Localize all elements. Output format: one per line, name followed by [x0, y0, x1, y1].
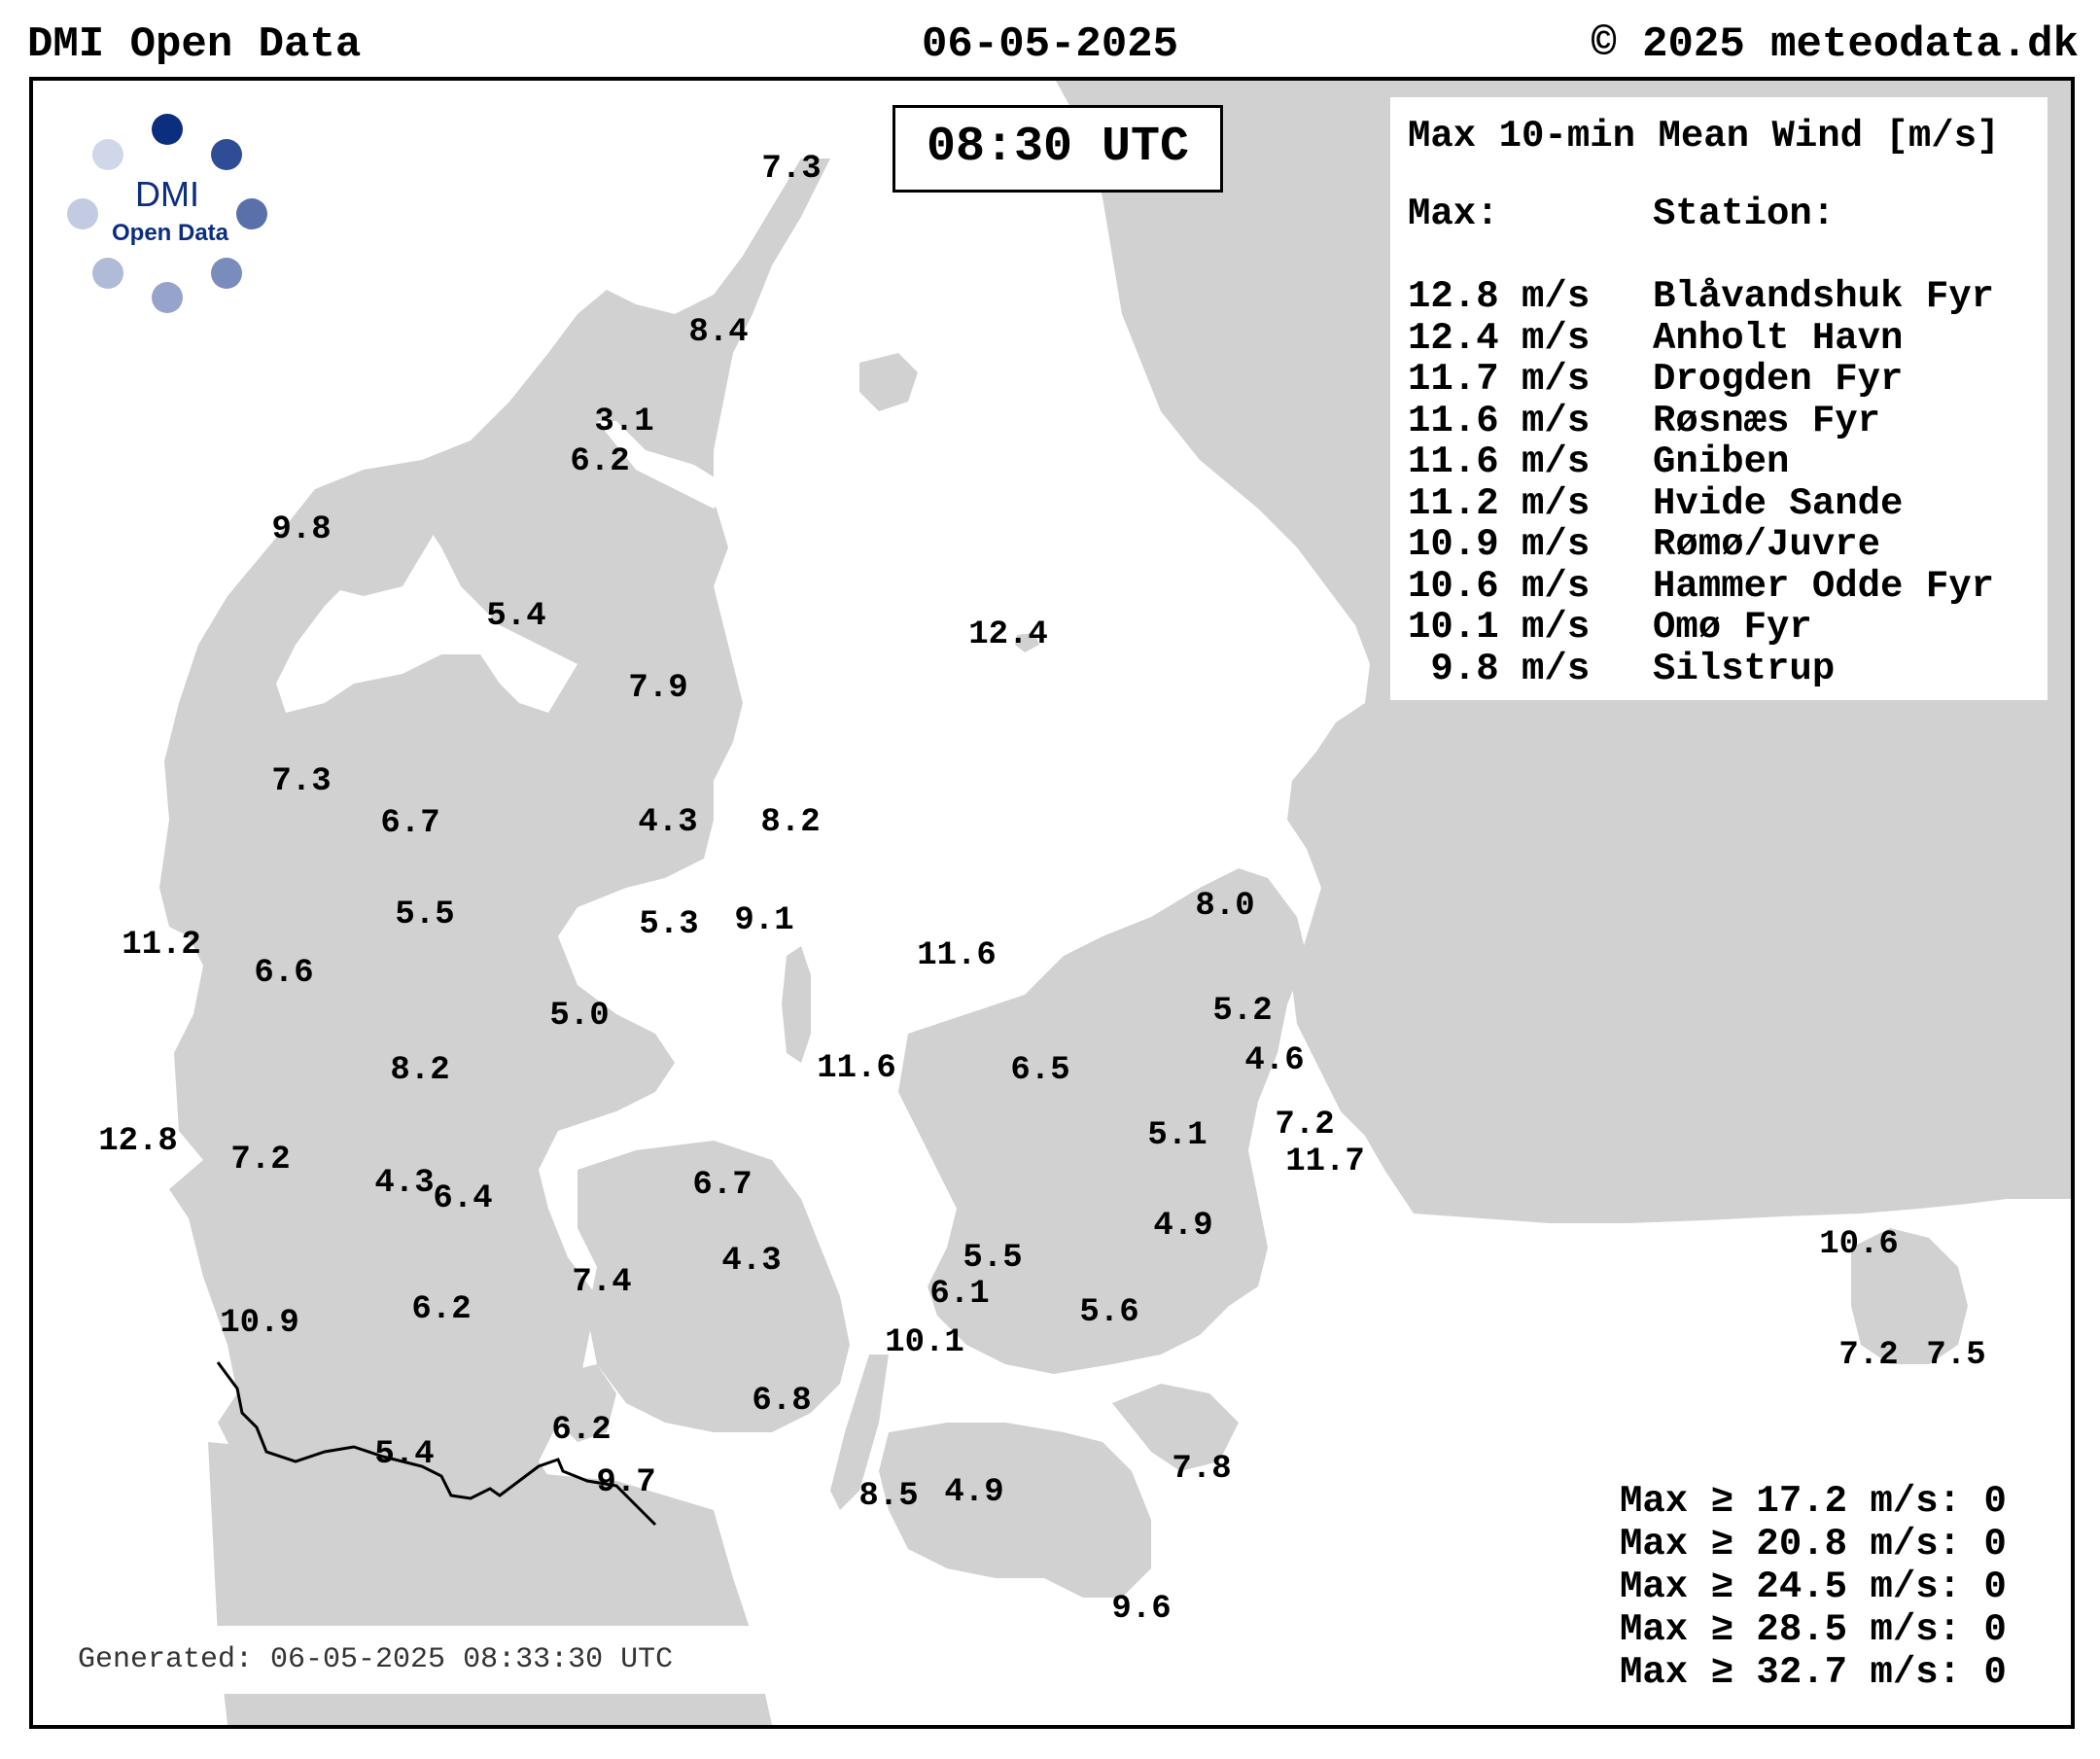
station-wind-value: 7.8: [1172, 1451, 1232, 1488]
station-wind-value: 4.9: [1153, 1208, 1213, 1245]
station-wind-value: 9.8: [271, 511, 332, 548]
station-wind-value: 5.5: [962, 1240, 1023, 1277]
station-wind-value: 6.7: [380, 805, 440, 842]
threshold-row: Max ≥ 17.2 m/s: 0: [1620, 1480, 2007, 1523]
station-wind-value: 5.6: [1079, 1294, 1139, 1331]
station-wind-value: 4.3: [638, 804, 698, 841]
station-wind-value: 5.4: [374, 1436, 435, 1473]
legend-value: 11.2 m/s: [1408, 481, 1591, 525]
legend-station: Blåvandshuk Fyr: [1653, 275, 1995, 318]
station-wind-value: 6.4: [433, 1180, 493, 1217]
time-label: 08:30 UTC: [892, 105, 1223, 193]
legend-station: Drogden Fyr: [1653, 358, 1904, 401]
station-wind-value: 6.7: [692, 1167, 752, 1204]
legend-max-header: Max:: [1408, 193, 1499, 235]
legend-value: 12.4 m/s: [1408, 316, 1591, 360]
station-wind-value: 7.2: [1838, 1337, 1899, 1374]
station-wind-value: 5.4: [486, 598, 546, 635]
station-wind-value: 12.8: [98, 1123, 178, 1160]
station-values-layer: [33, 81, 2071, 1725]
station-wind-value: 11.6: [817, 1050, 896, 1087]
station-wind-value: 4.3: [374, 1165, 435, 1202]
legend-station-header: Station:: [1653, 193, 1836, 235]
station-wind-value: 5.3: [639, 906, 699, 943]
station-wind-value: 4.6: [1244, 1042, 1305, 1079]
station-wind-value: 6.1: [929, 1276, 990, 1313]
station-wind-value: 8.5: [858, 1478, 919, 1515]
station-wind-value: 4.3: [721, 1243, 782, 1280]
legend-value: 10.9 m/s: [1408, 523, 1591, 566]
legend-station: Hammer Odde Fyr: [1653, 564, 1995, 608]
station-wind-value: 6.2: [551, 1412, 612, 1449]
legend-value: 11.7 m/s: [1408, 358, 1591, 401]
station-wind-value: 11.7: [1285, 1143, 1365, 1180]
station-wind-value: 5.5: [395, 897, 455, 933]
station-wind-value: 7.3: [271, 763, 332, 800]
station-wind-value: 6.6: [254, 955, 314, 992]
station-wind-value: 7.2: [230, 1142, 291, 1179]
station-wind-value: 9.7: [596, 1464, 656, 1501]
legend-value: 10.1 m/s: [1408, 606, 1591, 649]
logo-name: DMI: [135, 174, 199, 214]
header-copyright: © 2025 meteodata.dk: [1591, 20, 2079, 69]
legend-station: Anholt Havn: [1653, 316, 1904, 360]
station-wind-value: 8.2: [760, 804, 821, 841]
station-wind-value: 12.4: [968, 616, 1048, 653]
station-wind-value: 6.8: [752, 1383, 812, 1420]
legend-station: Gniben: [1653, 440, 1790, 483]
station-wind-value: 6.2: [570, 443, 630, 480]
station-wind-value: 8.4: [688, 314, 749, 351]
legend-value: 11.6 m/s: [1408, 440, 1591, 483]
legend-station: Silstrup: [1653, 647, 1836, 690]
legend-station: Røsnæs Fyr: [1653, 399, 1881, 442]
header-date: 06-05-2025: [922, 20, 1179, 69]
station-wind-value: 7.3: [761, 151, 822, 188]
legend-value: 9.8 m/s: [1408, 647, 1591, 690]
legend-station: Rømø/Juvre: [1653, 523, 1881, 566]
logo-subtitle: Open Data: [111, 220, 229, 246]
legend-station: Omø Fyr: [1653, 606, 1812, 649]
station-wind-value: 4.9: [944, 1474, 1004, 1511]
station-wind-value: 7.2: [1275, 1107, 1335, 1143]
legend-value: 10.6 m/s: [1408, 564, 1591, 608]
station-wind-value: 7.9: [628, 670, 688, 707]
station-wind-value: 5.0: [549, 998, 610, 1035]
station-wind-value: 7.4: [572, 1264, 632, 1301]
station-wind-value: 3.1: [594, 404, 654, 440]
header-source: DMI Open Data: [27, 20, 362, 69]
station-wind-value: 11.6: [917, 937, 997, 974]
map-frame: [29, 77, 2075, 1729]
station-wind-value: 5.2: [1212, 993, 1273, 1030]
station-wind-value: 11.2: [122, 927, 201, 964]
station-wind-value: 9.6: [1111, 1591, 1172, 1628]
station-wind-value: 8.0: [1195, 888, 1255, 925]
station-wind-value: 10.1: [885, 1324, 964, 1361]
legend-station: Hvide Sande: [1653, 481, 1904, 525]
station-wind-value: 10.9: [220, 1305, 299, 1342]
station-wind-value: 6.2: [411, 1291, 472, 1328]
threshold-row: Max ≥ 24.5 m/s: 0: [1620, 1566, 2007, 1608]
legend-value: 11.6 m/s: [1408, 399, 1591, 442]
station-wind-value: 6.5: [1010, 1052, 1070, 1089]
threshold-row: Max ≥ 28.5 m/s: 0: [1620, 1608, 2007, 1651]
legend-title: Max 10-min Mean Wind [m/s]: [1408, 115, 2000, 158]
station-wind-value: 7.5: [1926, 1337, 1986, 1374]
generated-timestamp: Generated: 06-05-2025 08:33:30 UTC: [56, 1626, 768, 1694]
threshold-row: Max ≥ 20.8 m/s: 0: [1620, 1523, 2007, 1566]
station-wind-value: 8.2: [390, 1052, 450, 1089]
legend-value: 12.8 m/s: [1408, 275, 1591, 318]
station-wind-value: 9.1: [734, 902, 794, 939]
threshold-row: Max ≥ 32.7 m/s: 0: [1620, 1651, 2007, 1694]
station-wind-value: 10.6: [1819, 1226, 1899, 1263]
station-wind-value: 5.1: [1147, 1117, 1208, 1154]
